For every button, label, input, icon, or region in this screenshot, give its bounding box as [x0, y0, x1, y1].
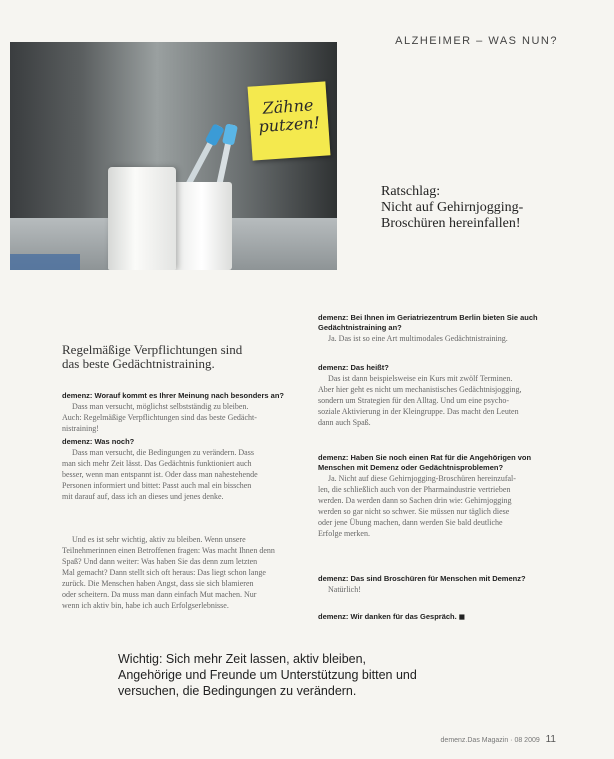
ratschlag-quote	[381, 184, 523, 232]
answer-line: werden so gar nicht so schwer. Sie müssen nur täglich diese	[318, 507, 510, 516]
sticky-note-line: putzen!	[257, 112, 321, 137]
interview-question: demenz: Das sind Broschüren für Menschen mit Demenz?	[318, 574, 526, 583]
answer-line: Personen informiert und bittet: Passt auch mal ein bisschen	[62, 481, 252, 490]
pull-quote-line: das beste Gedächtnistraining.	[62, 356, 215, 371]
answer-line: zurück. Die Menschen haben Angst, dass sie sich blamieren	[62, 579, 254, 588]
answer-line: mit darauf auf, dass ich an dieses und jenes denke.	[62, 492, 224, 501]
left-column-block	[62, 534, 297, 611]
section-header: ALZHEIMER – WAS NUN?	[395, 35, 558, 47]
answer-line: Auch: Regelmäßige Verpflichtungen sind das beste Gedächt-	[62, 413, 257, 422]
pull-quote-line: Regelmäßige Verpflichtungen sind	[62, 342, 243, 357]
right-column-block	[318, 313, 566, 344]
blue-object	[10, 254, 80, 270]
cup-back	[172, 182, 232, 270]
interview-question: demenz: Haben Sie noch einen Rat für die Angehörigen von Menschen mit Demenz oder Gedächtnisproblemen?	[318, 453, 532, 472]
ratschlag-line: Ratschlag:	[381, 184, 441, 199]
interview-question: demenz: Worauf kommt es Ihrer Meinung nach besonders an?	[62, 391, 284, 400]
interview-question: demenz: Das heißt?	[318, 363, 389, 372]
key-message-line: Wichtig: Sich mehr Zeit lassen, aktiv bleiben,	[118, 652, 367, 666]
answer-line: Spaß? Und dann weiter: Was haben Sie das denn zum letzten	[62, 557, 258, 566]
ratschlag-line: Nicht auf Gehirnjogging-	[381, 200, 524, 215]
answer-line: Natürlich!	[328, 585, 361, 594]
answer-line: Ja. Nicht auf diese Gehirnjogging-Broschüren hereinzufal-	[328, 474, 516, 483]
key-message	[118, 651, 538, 699]
answer-line: Und es ist sehr wichtig, aktiv zu bleiben. Wenn unsere	[72, 535, 246, 544]
magazine-name: demenz.Das Magazin · 08 2009	[440, 737, 540, 744]
answer-line: nistraining!	[62, 424, 99, 433]
pull-quote	[62, 343, 242, 371]
interview-closing: demenz: Wir danken für das Gespräch. ◼	[318, 612, 466, 621]
answer-line: oder jene Übung machen, dann werden Sie bald deutliche	[318, 518, 503, 527]
answer-line: Mal gemacht? Dann stellt sich oft heraus: Das liegt schon lange	[62, 568, 266, 577]
key-message-line: Angehörige und Freunde um Unterstützung bitten und	[118, 668, 417, 682]
answer-line: Dass man versucht, die Bedingungen zu verändern. Dass	[72, 448, 254, 457]
answer-line: wenn ich aktiv bin, habe ich auch Erfolgserlebnisse.	[62, 601, 229, 610]
answer-line: besser, wenn man entspannt ist. Oder dass man nahestehende	[62, 470, 258, 479]
answer-line: Aber hier geht es nicht um mechanistisches Gedächtnisjogging,	[318, 385, 522, 394]
answer-line: Das ist dann beispielsweise ein Kurs mit zwölf Terminen.	[328, 374, 513, 383]
page-number: 11	[545, 734, 556, 745]
toothbrush-photo	[10, 42, 337, 270]
interview-question: demenz: Was noch?	[62, 437, 135, 446]
answer-line: Dass man versucht, möglichst selbstständig zu bleiben.	[72, 402, 249, 411]
right-column-block	[318, 574, 566, 595]
answer-line: Erfolge merken.	[318, 529, 370, 538]
answer-line: Ja. Das ist so eine Art multimodales Gedächtnistraining.	[328, 334, 508, 343]
answer-line: man sich mehr Zeit lässt. Das Gedächtnis funktioniert auch	[62, 459, 252, 468]
ratschlag-line: Broschüren hereinfallen!	[381, 216, 521, 231]
answer-line: werden. Da werden dann so Sachen drin wie: Gehirnjogging	[318, 496, 512, 505]
right-column-block	[318, 453, 566, 539]
right-column-block	[318, 612, 566, 622]
page-footer	[441, 734, 556, 745]
answer-line: oder scheitern. Da muss man dann einfach Mut machen. Nur	[62, 590, 257, 599]
cup	[108, 167, 176, 270]
sticky-note-line: Zähne	[262, 95, 314, 118]
left-column-block	[62, 437, 297, 502]
sticky-note	[248, 81, 331, 160]
interview-question: demenz: Bei Ihnen im Geriatriezentrum Berlin bieten Sie auch Gedächtnistraining an?	[318, 313, 538, 332]
answer-line: len, die schließlich auch von der Pharmaindustrie vertrieben	[318, 485, 511, 494]
answer-line: soziale Aktivierung in der Kleingruppe. Das macht den Leuten	[318, 407, 519, 416]
left-column	[62, 391, 297, 434]
key-message-line: versuchen, die Bedingungen zu verändern.	[118, 684, 357, 698]
answer-line: sondern um Strategien für den Alltag. Und um eine psycho-	[318, 396, 510, 405]
right-column-block	[318, 363, 566, 428]
answer-line: dann auch Spaß.	[318, 418, 371, 427]
answer-line: Teilnehmerinnen einen Betroffenen fragen: Was macht Ihnen denn	[62, 546, 275, 555]
